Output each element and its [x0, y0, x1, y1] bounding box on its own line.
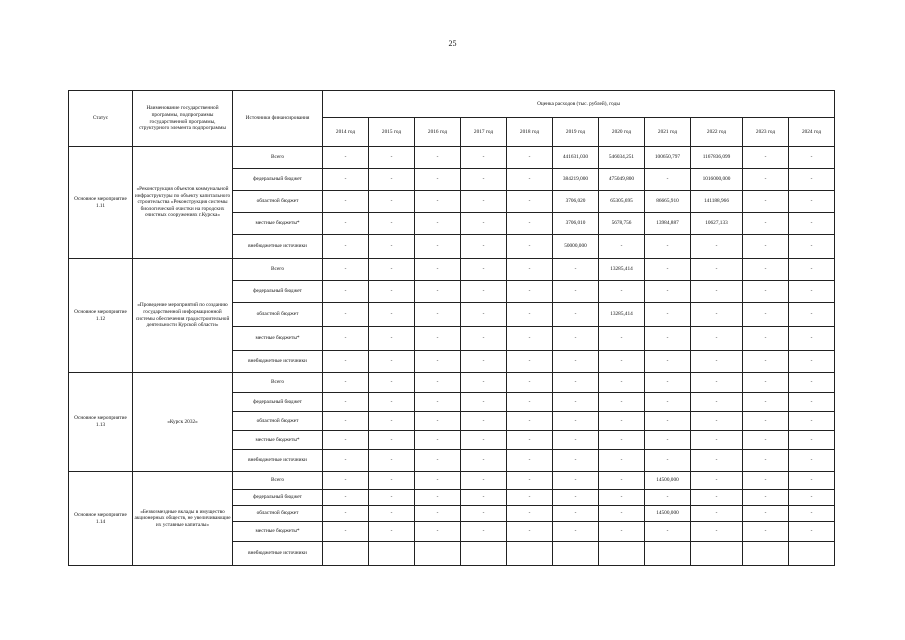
value-cell: -: [507, 490, 553, 506]
value-cell: -: [599, 373, 645, 393]
value-cell: -: [553, 431, 599, 450]
value-cell: -: [415, 327, 461, 351]
value-cell: -: [789, 213, 835, 235]
value-cell: -: [691, 522, 743, 542]
value-cell: 3706,020: [553, 191, 599, 213]
value-cell: -: [645, 281, 691, 303]
value-cell: [369, 542, 415, 566]
value-cell: -: [507, 431, 553, 450]
source-cell: Всего: [233, 259, 323, 281]
value-cell: -: [461, 472, 507, 490]
status-cell: Основное мероприятие 1.12: [69, 259, 133, 373]
table-header: [69, 91, 835, 147]
header-year: 2018 год: [507, 118, 553, 147]
value-cell: -: [323, 412, 369, 431]
value-cell: 3706,010: [553, 213, 599, 235]
value-cell: -: [743, 259, 789, 281]
page-number: 25: [448, 39, 457, 48]
value-cell: -: [645, 450, 691, 472]
value-cell: -: [323, 191, 369, 213]
header-estimate: Оценка расходов (тыс. рублей), годы: [323, 91, 835, 118]
value-cell: -: [461, 191, 507, 213]
value-cell: 441631,030: [553, 147, 599, 169]
value-cell: -: [507, 450, 553, 472]
value-cell: -: [789, 450, 835, 472]
value-cell: -: [507, 259, 553, 281]
value-cell: -: [415, 373, 461, 393]
name-cell: «Курск 2032»: [133, 373, 233, 472]
value-cell: -: [415, 191, 461, 213]
value-cell: 86665,910: [645, 191, 691, 213]
value-cell: -: [323, 147, 369, 169]
value-cell: -: [507, 169, 553, 191]
value-cell: -: [645, 169, 691, 191]
value-cell: 1016000,000: [691, 169, 743, 191]
value-cell: -: [789, 281, 835, 303]
value-cell: -: [323, 472, 369, 490]
value-cell: -: [645, 235, 691, 259]
value-cell: -: [553, 506, 599, 522]
value-cell: -: [691, 472, 743, 490]
value-cell: -: [369, 490, 415, 506]
value-cell: -: [323, 522, 369, 542]
value-cell: -: [415, 351, 461, 373]
value-cell: -: [691, 327, 743, 351]
value-cell: -: [323, 303, 369, 327]
name-cell: «Проведение мероприятий по созданию государственной информационной системы обеспечения градостроительной деятельности Курской области»: [133, 259, 233, 373]
value-cell: -: [743, 412, 789, 431]
value-cell: -: [415, 169, 461, 191]
value-cell: -: [599, 235, 645, 259]
value-cell: -: [415, 213, 461, 235]
source-cell: местные бюджеты*: [233, 213, 323, 235]
value-cell: -: [323, 213, 369, 235]
value-cell: -: [323, 281, 369, 303]
value-cell: -: [507, 393, 553, 412]
header-year: 2015 год: [369, 118, 415, 147]
value-cell: -: [461, 490, 507, 506]
value-cell: -: [461, 259, 507, 281]
value-cell: -: [461, 213, 507, 235]
value-cell: -: [789, 169, 835, 191]
value-cell: -: [599, 412, 645, 431]
value-cell: -: [553, 281, 599, 303]
value-cell: -: [415, 303, 461, 327]
value-cell: [461, 542, 507, 566]
value-cell: -: [507, 235, 553, 259]
value-cell: -: [645, 522, 691, 542]
table-row: [69, 373, 835, 393]
header-year: 2019 год: [553, 118, 599, 147]
value-cell: -: [507, 373, 553, 393]
value-cell: -: [599, 450, 645, 472]
value-cell: -: [461, 235, 507, 259]
value-cell: -: [743, 147, 789, 169]
value-cell: -: [369, 431, 415, 450]
value-cell: -: [599, 281, 645, 303]
value-cell: -: [369, 169, 415, 191]
value-cell: -: [369, 147, 415, 169]
value-cell: -: [691, 393, 743, 412]
status-cell: Основное мероприятие 1.11: [69, 147, 133, 259]
source-cell: Всего: [233, 147, 323, 169]
header-status: Статус: [69, 91, 133, 147]
value-cell: -: [461, 147, 507, 169]
value-cell: [645, 542, 691, 566]
value-cell: -: [507, 213, 553, 235]
value-cell: -: [323, 393, 369, 412]
value-cell: -: [553, 472, 599, 490]
value-cell: -: [415, 472, 461, 490]
value-cell: 13285,414: [599, 259, 645, 281]
value-cell: -: [415, 147, 461, 169]
value-cell: -: [553, 522, 599, 542]
value-cell: -: [415, 412, 461, 431]
value-cell: -: [461, 169, 507, 191]
source-cell: внебюджетные источники: [233, 450, 323, 472]
value-cell: 546034,251: [599, 147, 645, 169]
value-cell: 13984,887: [645, 213, 691, 235]
source-cell: федеральный бюджет: [233, 169, 323, 191]
status-cell: Основное мероприятие 1.13: [69, 373, 133, 472]
value-cell: -: [599, 506, 645, 522]
value-cell: [507, 542, 553, 566]
value-cell: -: [743, 303, 789, 327]
value-cell: -: [415, 450, 461, 472]
value-cell: -: [743, 522, 789, 542]
value-cell: -: [599, 351, 645, 373]
value-cell: -: [507, 191, 553, 213]
value-cell: -: [743, 327, 789, 351]
value-cell: -: [691, 431, 743, 450]
value-cell: -: [369, 191, 415, 213]
value-cell: -: [743, 191, 789, 213]
source-cell: местные бюджеты*: [233, 327, 323, 351]
value-cell: [415, 542, 461, 566]
header-year: 2017 год: [461, 118, 507, 147]
value-cell: 1167836,099: [691, 147, 743, 169]
header-year: 2022 год: [691, 118, 743, 147]
value-cell: -: [599, 393, 645, 412]
value-cell: -: [743, 373, 789, 393]
value-cell: -: [691, 281, 743, 303]
value-cell: -: [691, 450, 743, 472]
value-cell: -: [415, 393, 461, 412]
value-cell: -: [553, 327, 599, 351]
value-cell: -: [645, 327, 691, 351]
value-cell: -: [507, 147, 553, 169]
value-cell: -: [369, 393, 415, 412]
value-cell: 141188,966: [691, 191, 743, 213]
source-cell: Всего: [233, 472, 323, 490]
value-cell: -: [369, 213, 415, 235]
value-cell: -: [691, 506, 743, 522]
value-cell: -: [789, 393, 835, 412]
value-cell: -: [323, 450, 369, 472]
value-cell: [323, 542, 369, 566]
value-cell: -: [691, 412, 743, 431]
value-cell: -: [645, 412, 691, 431]
value-cell: -: [789, 472, 835, 490]
value-cell: -: [789, 327, 835, 351]
value-cell: -: [323, 431, 369, 450]
value-cell: -: [461, 412, 507, 431]
value-cell: -: [743, 472, 789, 490]
header-year: 2023 год: [743, 118, 789, 147]
value-cell: -: [461, 281, 507, 303]
value-cell: -: [369, 472, 415, 490]
budget-table: [68, 90, 835, 566]
source-cell: областной бюджет: [233, 191, 323, 213]
value-cell: -: [323, 490, 369, 506]
value-cell: -: [369, 506, 415, 522]
value-cell: -: [415, 490, 461, 506]
value-cell: -: [553, 412, 599, 431]
value-cell: -: [461, 506, 507, 522]
value-cell: -: [789, 412, 835, 431]
value-cell: -: [743, 450, 789, 472]
header-year: 2016 год: [415, 118, 461, 147]
value-cell: -: [507, 506, 553, 522]
value-cell: -: [415, 281, 461, 303]
header-year: 2020 год: [599, 118, 645, 147]
source-cell: областной бюджет: [233, 412, 323, 431]
value-cell: -: [369, 351, 415, 373]
header-name: Наименование государственной программы, подпрограммы государственной программы, структурного элемента подпрограммы: [133, 91, 233, 147]
value-cell: -: [461, 373, 507, 393]
value-cell: [553, 542, 599, 566]
value-cell: -: [789, 351, 835, 373]
value-cell: -: [645, 373, 691, 393]
value-cell: -: [691, 351, 743, 373]
value-cell: -: [507, 327, 553, 351]
header-year: 2021 год: [645, 118, 691, 147]
value-cell: -: [369, 327, 415, 351]
value-cell: -: [743, 351, 789, 373]
value-cell: -: [691, 490, 743, 506]
source-cell: федеральный бюджет: [233, 393, 323, 412]
table-row: [69, 147, 835, 169]
value-cell: -: [415, 522, 461, 542]
value-cell: -: [461, 450, 507, 472]
value-cell: -: [599, 431, 645, 450]
value-cell: -: [461, 327, 507, 351]
value-cell: -: [323, 506, 369, 522]
value-cell: -: [323, 351, 369, 373]
value-cell: -: [415, 235, 461, 259]
value-cell: -: [789, 431, 835, 450]
value-cell: 10627,133: [691, 213, 743, 235]
source-cell: внебюджетные источники: [233, 351, 323, 373]
source-cell: местные бюджеты*: [233, 522, 323, 542]
source-cell: местные бюджеты*: [233, 431, 323, 450]
value-cell: -: [369, 303, 415, 327]
value-cell: 14500,000: [645, 506, 691, 522]
value-cell: -: [553, 490, 599, 506]
value-cell: -: [369, 412, 415, 431]
source-cell: областной бюджет: [233, 303, 323, 327]
value-cell: -: [553, 393, 599, 412]
value-cell: -: [415, 506, 461, 522]
value-cell: -: [645, 431, 691, 450]
value-cell: -: [553, 373, 599, 393]
value-cell: -: [369, 281, 415, 303]
table-body: [69, 147, 835, 566]
source-cell: внебюджетные источники: [233, 235, 323, 259]
value-cell: -: [507, 472, 553, 490]
status-cell: Основное мероприятие 1.14: [69, 472, 133, 566]
value-cell: -: [743, 281, 789, 303]
value-cell: -: [743, 393, 789, 412]
value-cell: -: [507, 303, 553, 327]
value-cell: [599, 542, 645, 566]
value-cell: -: [323, 169, 369, 191]
value-cell: -: [323, 327, 369, 351]
value-cell: -: [743, 235, 789, 259]
value-cell: -: [691, 303, 743, 327]
name-cell: «Безвозмездные вклады в имущество акционерных обществ, не увеличивающие их уставные капиталы»: [133, 472, 233, 566]
value-cell: 13285,414: [599, 303, 645, 327]
value-cell: -: [507, 522, 553, 542]
value-cell: -: [789, 490, 835, 506]
value-cell: -: [599, 490, 645, 506]
value-cell: -: [789, 373, 835, 393]
value-cell: -: [415, 259, 461, 281]
value-cell: -: [789, 506, 835, 522]
value-cell: 65305,695: [599, 191, 645, 213]
value-cell: -: [599, 472, 645, 490]
value-cell: -: [323, 373, 369, 393]
value-cell: -: [645, 393, 691, 412]
value-cell: [743, 542, 789, 566]
value-cell: -: [553, 259, 599, 281]
name-cell: «Реконструкция объектов коммунальной инфраструктуры по объекту капитального строительства «Реконструкция системы биологической очистки на городских очистных сооружениях г.Курска»: [133, 147, 233, 259]
value-cell: -: [599, 522, 645, 542]
value-cell: -: [323, 259, 369, 281]
value-cell: -: [743, 506, 789, 522]
value-cell: -: [743, 431, 789, 450]
value-cell: -: [789, 235, 835, 259]
value-cell: -: [743, 169, 789, 191]
value-cell: 100650,797: [645, 147, 691, 169]
value-cell: -: [507, 281, 553, 303]
value-cell: -: [645, 259, 691, 281]
value-cell: 384219,000: [553, 169, 599, 191]
header-year: 2024 год: [789, 118, 835, 147]
value-cell: -: [553, 303, 599, 327]
value-cell: -: [789, 147, 835, 169]
table-row: [69, 472, 835, 490]
value-cell: -: [323, 235, 369, 259]
value-cell: -: [369, 450, 415, 472]
value-cell: -: [369, 373, 415, 393]
value-cell: -: [369, 235, 415, 259]
value-cell: -: [553, 450, 599, 472]
value-cell: -: [789, 259, 835, 281]
value-cell: [691, 542, 743, 566]
value-cell: -: [461, 303, 507, 327]
value-cell: -: [743, 213, 789, 235]
value-cell: -: [645, 303, 691, 327]
value-cell: [789, 542, 835, 566]
value-cell: -: [691, 373, 743, 393]
value-cell: -: [461, 393, 507, 412]
header-sources: Источники финансирования: [233, 91, 323, 147]
value-cell: -: [461, 351, 507, 373]
value-cell: -: [691, 259, 743, 281]
source-cell: федеральный бюджет: [233, 490, 323, 506]
value-cell: -: [645, 351, 691, 373]
value-cell: -: [691, 235, 743, 259]
value-cell: -: [507, 412, 553, 431]
value-cell: 5678,756: [599, 213, 645, 235]
value-cell: -: [461, 522, 507, 542]
value-cell: -: [415, 431, 461, 450]
value-cell: -: [369, 522, 415, 542]
header-year: 2014 год: [323, 118, 369, 147]
value-cell: -: [599, 327, 645, 351]
source-cell: внебюджетные источники: [233, 542, 323, 566]
value-cell: 14500,000: [645, 472, 691, 490]
value-cell: -: [789, 522, 835, 542]
source-cell: областной бюджет: [233, 506, 323, 522]
value-cell: -: [507, 351, 553, 373]
value-cell: -: [743, 490, 789, 506]
table-row: [69, 259, 835, 281]
source-cell: федеральный бюджет: [233, 281, 323, 303]
source-cell: Всего: [233, 373, 323, 393]
value-cell: -: [645, 490, 691, 506]
value-cell: 475049,800: [599, 169, 645, 191]
value-cell: -: [789, 303, 835, 327]
value-cell: -: [789, 191, 835, 213]
value-cell: 50000,000: [553, 235, 599, 259]
value-cell: -: [369, 259, 415, 281]
value-cell: -: [461, 431, 507, 450]
value-cell: -: [553, 351, 599, 373]
